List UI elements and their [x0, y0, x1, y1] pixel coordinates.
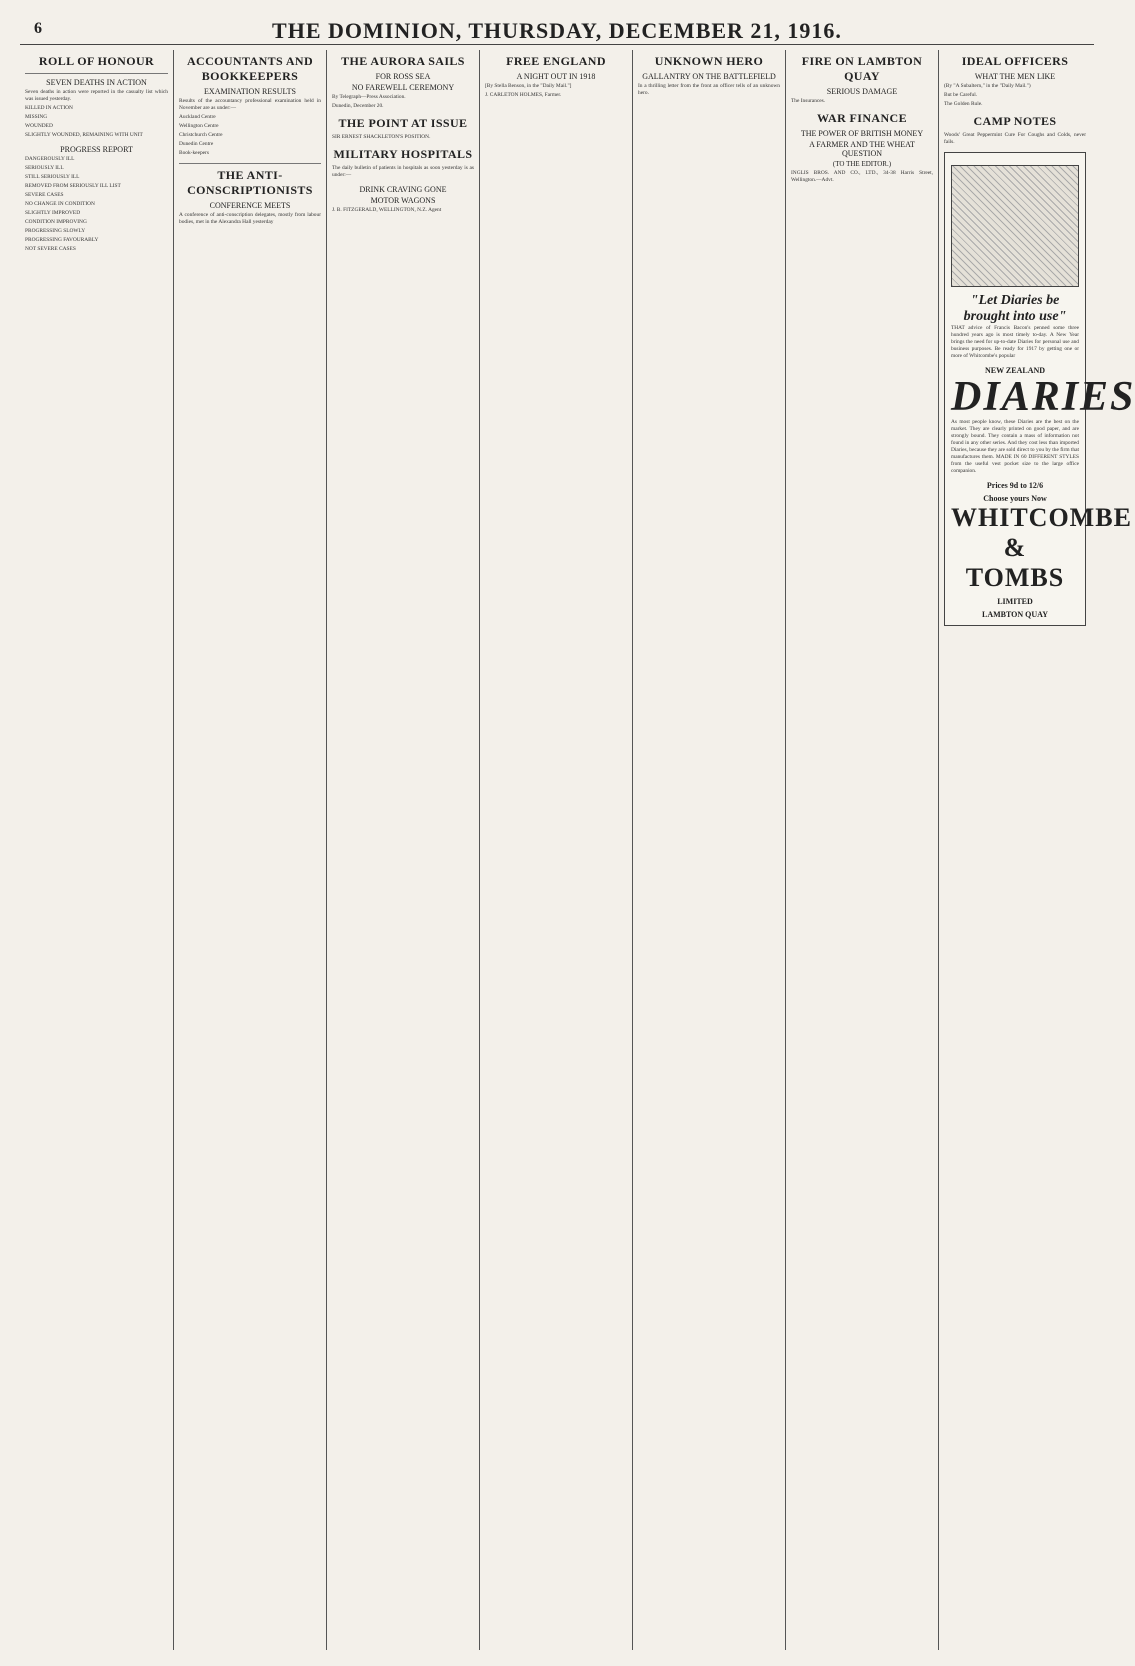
column-2-snippet-6: Book-keepers: [179, 150, 209, 156]
column-2-heading-2: THE ANTI-CONSCRIPTIONISTS: [187, 168, 313, 197]
column-1-snippet-5: SLIGHTLY WOUNDED, REMAINING WITH UNIT: [25, 132, 143, 138]
column-5-subhead-1: GALLANTRY ON THE BATTLEFIELD: [642, 72, 776, 81]
column-2-snippet-1: Results of the accountancy professional examination held in November are as under:—: [179, 98, 321, 111]
column-1-snippet-8: STILL SERIOUSLY ILL: [25, 174, 80, 180]
column-6-heading: FIRE ON LAMBTON QUAY: [801, 54, 923, 83]
column-7-snippet-1: (By "A Subaltern," in the "Daily Mail."): [944, 83, 1031, 89]
column-3-snippet-1: By Telegraph—Press Association.: [332, 94, 406, 100]
column-1-snippet-11: NO CHANGE IN CONDITION: [25, 201, 95, 207]
column-2-subhead-1: EXAMINATION RESULTS: [204, 87, 296, 96]
column-4-snippet-1: [By Stella Benson, in the "Daily Mail."]: [485, 83, 572, 89]
column-1-snippet-1: Seven deaths in action were reported in the casualty list which was issued yesterday.: [25, 89, 168, 102]
column-3-subhead-3: DRINK CRAVING GONE: [359, 185, 447, 194]
column-3-body-3: [332, 165, 474, 179]
column-3-snippet-3: SIR ERNEST SHACKLETON'S POSITION.: [332, 134, 431, 140]
column-6-heading-2: WAR FINANCE: [816, 111, 908, 125]
column-5-snippet-1: In a thrilling letter from the front an officer tells of an unknown hero.: [638, 83, 780, 96]
advert-quote: "Let Diaries be brought into use": [963, 293, 1067, 324]
advert-body: THAT advice of Francis Bacon's penned some three hundred years ago is most timely to-day. A New Year brings the need for up-to-date Diaries for personal use and business purposes. Be ready for 1917 by getting one or more of Whitcombe's popular: [951, 325, 1079, 359]
column-1-snippet-4: WOUNDED: [25, 123, 53, 129]
column-2-heading: ACCOUNTANTS AND BOOKKEEPERS: [186, 54, 314, 83]
column-4-body: [485, 83, 627, 99]
column-2-snippet-4: Christchurch Centre: [179, 132, 223, 138]
advert-product-line1: NEW ZEALAND: [984, 366, 1046, 375]
column-1-snippet-13: CONDITION IMPROVING: [25, 219, 87, 225]
column-7: [938, 50, 1135, 1650]
masthead: [20, 18, 1094, 45]
column-6-subhead-2: THE POWER OF BRITISH MONEY: [800, 129, 924, 138]
diaries-illustration: [951, 165, 1079, 287]
column-3-body: [332, 94, 474, 110]
diaries-advertisement: [944, 152, 1135, 626]
columns: [20, 50, 1135, 1650]
column-7-body: [944, 83, 1086, 108]
column-6-subhead-4: (TO THE EDITOR.): [832, 160, 892, 168]
column-7-body-2: [944, 132, 1086, 146]
column-3-heading-3: MILITARY HOSPITALS: [333, 147, 473, 161]
column-7-heading-2: CAMP NOTES: [973, 114, 1057, 128]
column-7-snippet-4: Woods' Great Peppermint Cure For Coughs and Colds, never fails.: [944, 132, 1086, 145]
column-7-snippet-3: The Golden Rule.: [944, 101, 983, 107]
column-5-heading: UNKNOWN HERO: [654, 54, 764, 68]
column-3-body-4: [332, 207, 474, 214]
masthead-title: THE DOMINION, THURSDAY, DECEMBER 21, 1916.: [272, 18, 842, 43]
column-1-subhead-2: PROGRESS REPORT: [60, 145, 133, 154]
page-number: 6: [34, 20, 42, 37]
column-3-snippet-2: Dunedin, December 20.: [332, 103, 384, 109]
column-1-snippet-15: PROGRESSING FAVOURABLY: [25, 237, 99, 243]
column-1-snippet-12: SLIGHTLY IMPROVED: [25, 210, 81, 216]
column-4-subhead-1: A NIGHT OUT IN 1918: [516, 72, 596, 81]
column-7-snippet-2: But be Careful.: [944, 92, 978, 98]
column-6-body-2: [791, 170, 933, 184]
column-6-snippet-2: INGLIS BROS. AND CO., LTD., 34-38 Harris Street, Wellington.—Advt.: [791, 170, 933, 183]
column-6: [785, 50, 938, 1650]
column-4-snippet-2: J. CARLETON HOLMES, Farmer.: [485, 92, 562, 98]
column-3-body-2: [332, 134, 474, 141]
column-2-body: [179, 98, 321, 157]
column-1-body-2: [25, 156, 168, 253]
column-3-snippet-4: The daily bulletin of patients in hospitals as soon yesterday is as under:—: [332, 165, 474, 178]
column-1-snippet-7: SERIOUSLY ILL: [25, 165, 64, 171]
advert-prices: Prices 9d to 12/6: [986, 481, 1044, 490]
column-1-snippet-16: NOT SEVERE CASES: [25, 246, 76, 252]
column-2-body-2: [179, 212, 321, 226]
column-3-snippet-5: J. B. FITZGERALD, WELLINGTON, N.Z. Agent: [332, 207, 442, 213]
column-2-snippet-2: Auckland Centre: [179, 114, 216, 120]
divider: [25, 73, 168, 74]
column-3-heading-2: THE POINT AT ISSUE: [338, 116, 468, 130]
column-2-snippet-7: A conference of anti-conscription delegates, mostly from labour bodies, met in the Alexandra Hall yesterday: [179, 212, 321, 225]
column-5-body: [638, 83, 780, 97]
column-7-subhead-1: WHAT THE MEN LIKE: [974, 72, 1056, 81]
column-3-subhead-1: FOR ROSS SEA: [375, 72, 431, 81]
column-3-subhead-4: MOTOR WAGONS: [370, 196, 436, 205]
column-1-heading: ROLL OF HONOUR: [38, 54, 155, 68]
divider: [179, 163, 321, 164]
column-2-snippet-5: Dunedin Centre: [179, 141, 214, 147]
column-1-snippet-14: PROGRESSING SLOWLY: [25, 228, 86, 234]
column-6-subhead-3: A FARMER AND THE WHEAT QUESTION: [809, 140, 915, 158]
column-1-subhead-1: SEVEN DEATHS IN ACTION: [46, 78, 147, 87]
column-6-snippet-1: The Insurances.: [791, 98, 826, 104]
column-3-heading: THE AURORA SAILS: [341, 54, 465, 68]
column-6-body: [791, 98, 933, 105]
advert-address: LAMBTON QUAY: [981, 610, 1048, 619]
column-1: [20, 50, 173, 1650]
column-1-snippet-6: DANGEROUSLY ILL: [25, 156, 75, 162]
advert-brand: WHITCOMBE & TOMBS: [951, 503, 1132, 592]
column-1-snippet-2: KILLED IN ACTION: [25, 105, 73, 111]
column-4: [479, 50, 632, 1650]
column-1-snippet-9: REMOVED FROM SERIOUSLY ILL LIST: [25, 183, 121, 189]
advert-brand-sub: LIMITED: [997, 597, 1033, 606]
column-4-heading: FREE ENGLAND: [506, 54, 606, 68]
column-5: [632, 50, 785, 1650]
column-2: [173, 50, 326, 1650]
column-1-snippet-3: MISSING: [25, 114, 48, 120]
column-2-subhead-2: CONFERENCE MEETS: [209, 201, 291, 210]
column-2-snippet-3: Wellington Centre: [179, 123, 219, 129]
advert-choose: Choose yours Now: [983, 494, 1047, 503]
column-1-body: [25, 89, 168, 139]
column-3: [326, 50, 479, 1650]
column-7-heading: IDEAL OFFICERS: [961, 54, 1069, 68]
column-1-snippet-10: SEVERE CASES: [25, 192, 64, 198]
advert-blurb: As most people know, these Diaries are the best on the market. They are clearly printed on good paper, and are strongly bound. They contain a mass of information not found in any other series. And they cost less than imported Diaries, because they are sold direct to you by the firm that manufactures them. MADE IN 60 DIFFERENT STYLES from the useful vest pocket size to the large office companion.: [951, 419, 1079, 474]
column-3-subhead-2: NO FAREWELL CEREMONY: [351, 83, 455, 92]
column-6-subhead-1: SERIOUS DAMAGE: [826, 87, 898, 96]
advert-product-line2: DIARIES: [951, 374, 1135, 420]
